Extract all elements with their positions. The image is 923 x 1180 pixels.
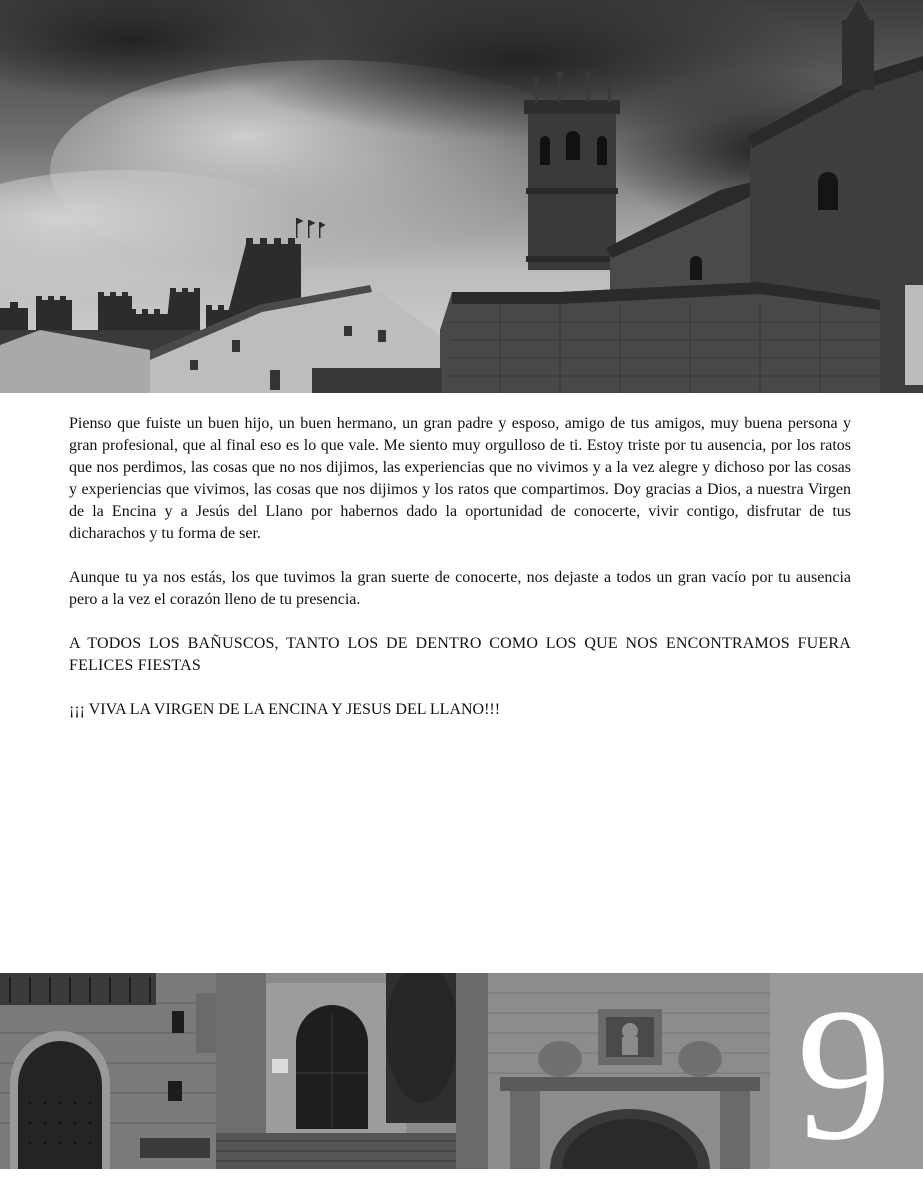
doorway-photo-center (216, 973, 488, 1169)
paragraph-greeting: A TODOS LOS BAÑUSCOS, TANTO LOS DE DENTRO COMO LOS QUE NOS ENCONTRAMOS FUERA FELICES FIESTAS (69, 635, 851, 674)
paragraph-absence: Aunque tu ya nos estás, los que tuvimos la gran suerte de conocerte, nos dejaste a todos un gran vacío por tu ausencia pero a la vez el corazón lleno de tu presencia. (69, 569, 851, 608)
letter-text (69, 413, 851, 743)
town-skyline-image (0, 0, 923, 393)
page-number: 9 (796, 970, 892, 1180)
header-photo (0, 0, 923, 393)
paragraph-cheer: ¡¡¡ VIVA LA VIRGEN DE LA ENCINA Y JESUS DEL LLANO!!! (69, 701, 501, 718)
portal-photo-right (488, 973, 770, 1169)
doorway-photo-left (0, 973, 216, 1169)
paragraph-tribute: Pienso que fuiste un buen hijo, un buen hermano, un gran padre y esposo, amigo de tus amigos, muy buena persona y gran profesional, que al final eso es lo que vale. Me siento muy orgulloso de ti. Estoy triste por tu ausencia, por los ratos que nos perdimos, las cosas que no nos dijimos, las experiencias que no vivimos y a la vez alegre y dichoso por las cosas y experiencias que vivimos, las cosas que nos dijimos y los ratos que compartimos. Doy gracias a Dios, a nuestra Virgen de la Encina y a Jesús del Llano por habernos dado la oportunidad de conocerte, vivir contigo, disfrutar de tus dicharachos y tu forma de ser. (69, 415, 851, 542)
